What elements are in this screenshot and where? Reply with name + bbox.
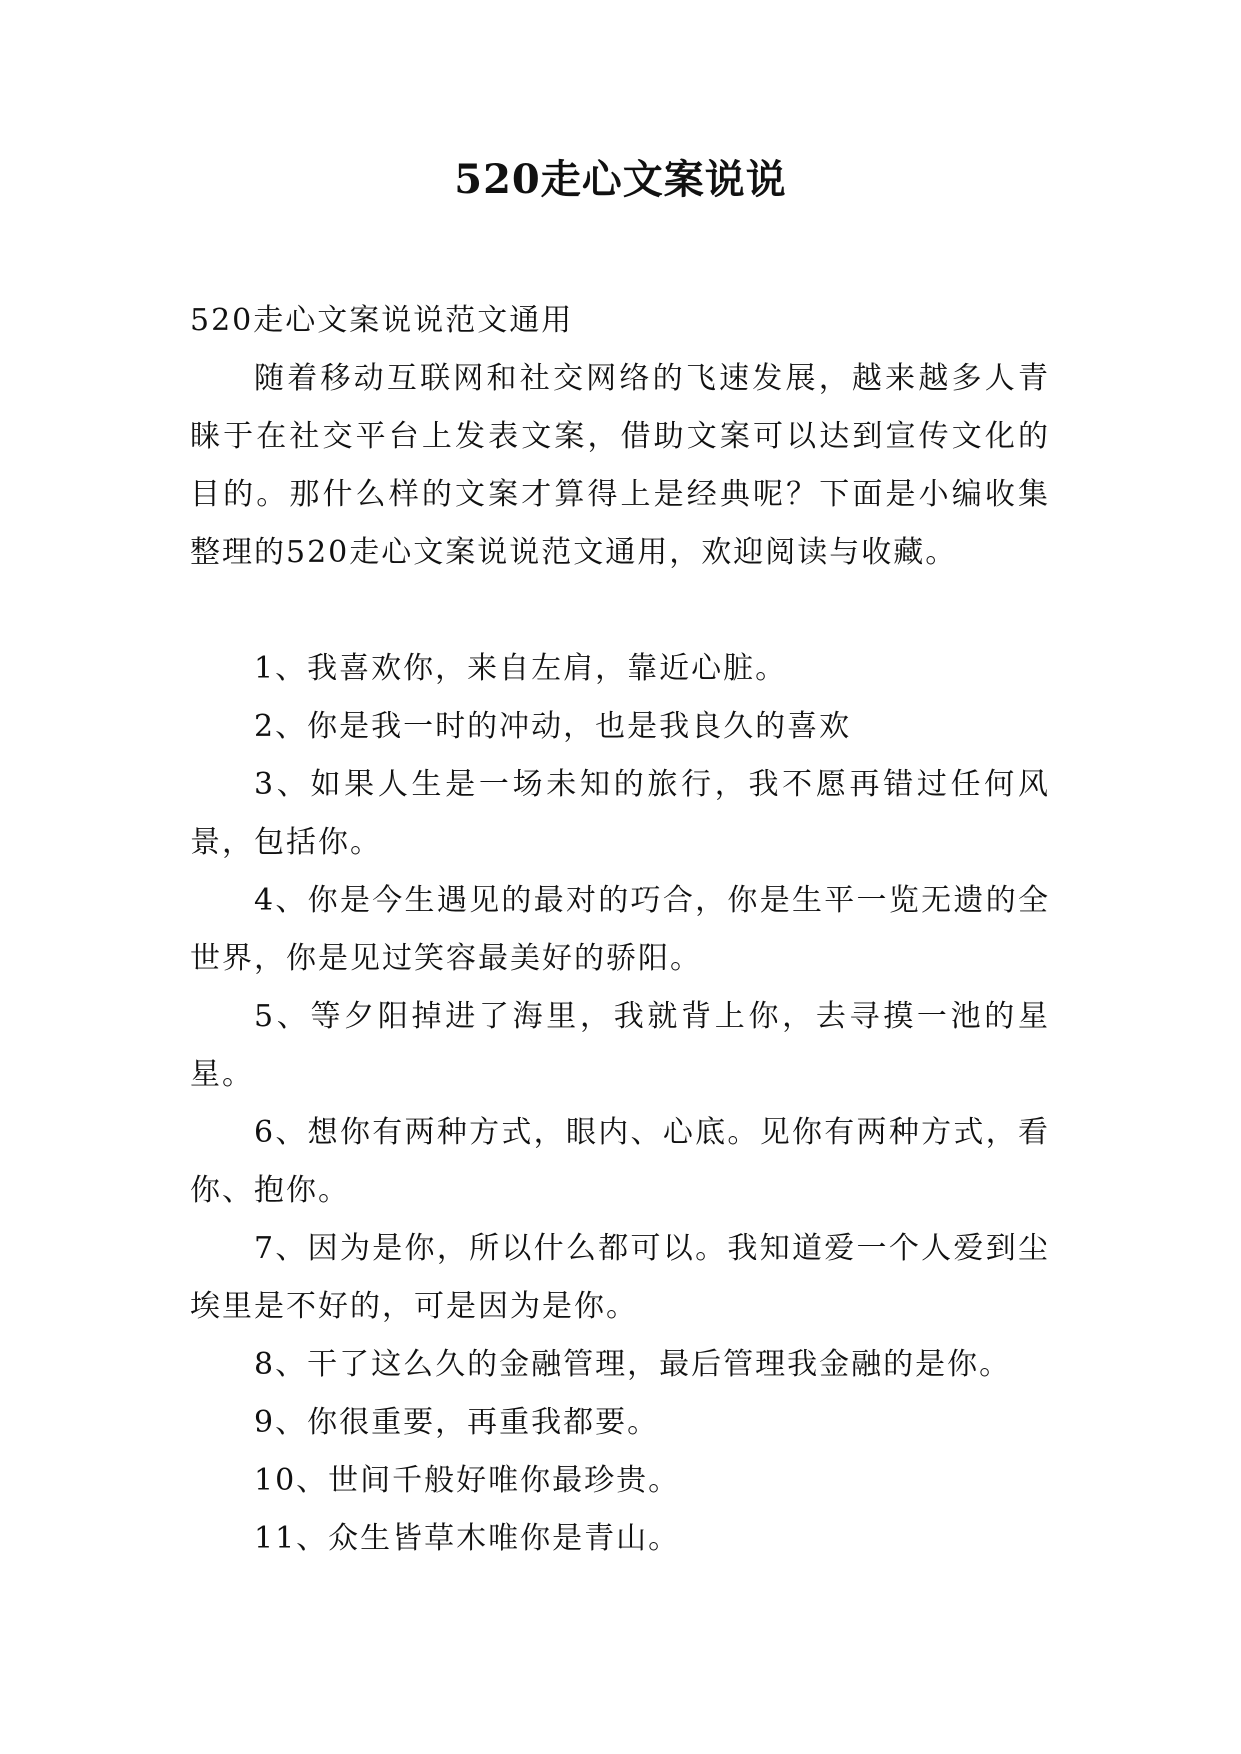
document-title: 520走心文案说说 [454,156,787,203]
list-item-10: 10、世间千般好唯你最珍贵。 [254,1463,681,1498]
list-item-4: 4、你是今生遇见的最对的巧合，你是生平一览无遗的全世界，你是见过笑容最美好的骄阳。 [190,883,1050,976]
list-item-9: 9、你很重要，再重我都要。 [254,1405,660,1440]
list-item-7: 7、因为是你，所以什么都可以。我知道爱一个人爱到尘埃里是不好的，可是因为是你。 [190,1231,1050,1324]
list-item-5: 5、等夕阳掉进了海里，我就背上你，去寻摸一池的星星。 [190,999,1050,1092]
document-subtitle: 520走心文案说说范文通用 [190,303,574,338]
document-body [190,292,1050,1568]
list-item-8: 8、干了这么久的金融管理，最后管理我金融的是你。 [254,1347,1012,1382]
list-item-2: 2、你是我一时的冲动，也是我良久的喜欢 [254,709,852,744]
list-item-3: 3、如果人生是一场未知的旅行，我不愿再错过任何风景，包括你。 [190,767,1050,860]
list-item-6: 6、想你有两种方式，眼内、心底。见你有两种方式，看你、抱你。 [190,1115,1050,1208]
list-item-1: 1、我喜欢你，来自左肩，靠近心脏。 [254,651,788,686]
paragraph-spacer [190,582,1050,640]
intro-paragraph: 随着移动互联网和社交网络的飞速发展，越来越多人青睐于在社交平台上发表文案，借助文案可以达到宣传文化的目的。那什么样的文案才算得上是经典呢？下面是小编收集整理的520走心文案说说范文通用，欢迎阅读与收藏。 [190,361,1050,570]
list-item-11: 11、众生皆草木唯你是青山。 [254,1521,681,1556]
